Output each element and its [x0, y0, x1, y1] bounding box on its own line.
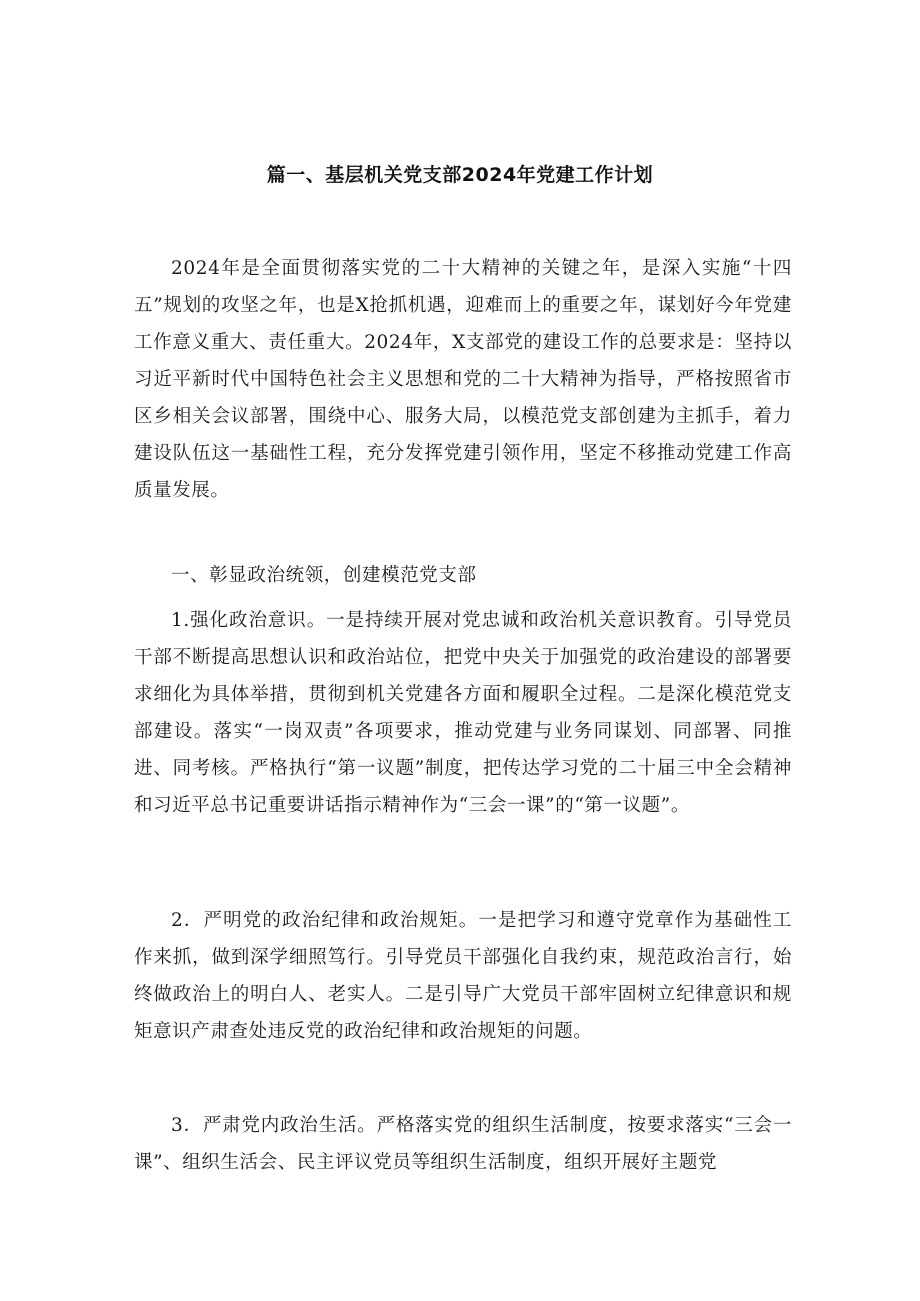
document-title: 篇一、基层机关党支部2024年党建工作计划 — [266, 164, 654, 186]
intro-paragraph: 2024年是全面贯彻落实党的二十大精神的关键之年，是深入实施“十四五”规划的攻坚之年，也是X抢抓机遇，迎难而上的重要之年，谋划好今年党建工作意义重大、责任重大。2024年，X支部党的建设工作的总要求是：坚持以习近平新时代中国特色社会主义思想和党的二十大精神为指导，严格按照省市区乡相关会议部署，围绕中心、服务大局，以模范党支部创建为主抓手，着力建设队伍这一基础性工程，充分发挥党建引领作用，坚定不移推动党建工作高质量发展。 — [134, 258, 792, 501]
item-paragraph-2: 2．严明党的政治纪律和政治规矩。一是把学习和遵守党章作为基础性工作来抓，做到深学细照笃行。引导党员干部强化自我约束，规范政治言行，始终做政治上的明白人、老实人。二是引导广大党员干部牢固树立纪律意识和规矩意识产肃查处违反党的政治纪律和政治规矩的问题。 — [134, 910, 792, 1042]
section-heading-1: 一、彰显政治统领，创建模范党支部 — [171, 565, 477, 586]
item-paragraph-1: 1.强化政治意识。一是持续开展对党忠诚和政治机关意识教育。引导党员干部不断提高思想认识和政治站位，把党中央关于加强党的政治建设的部署要求细化为具体举措，贯彻到机关党建各方面和履职全过程。二是深化模范党支部建设。落实“一岗双责”各项要求，推动党建与业务同谋划、同部署、同推进、同考核。严格执行“第一议题”制度，把传达学习党的二十届三中全会精神和习近平总书记重要讲话指示精神作为“三会一课”的“第一议题”。 — [134, 610, 792, 816]
item-paragraph-3: 3．严肃党内政治生活。严格落实党的组织生活制度，按要求落实“三会一课”、组织生活会、民主评议党员等组织生活制度，组织开展好主题党 — [134, 1115, 792, 1173]
